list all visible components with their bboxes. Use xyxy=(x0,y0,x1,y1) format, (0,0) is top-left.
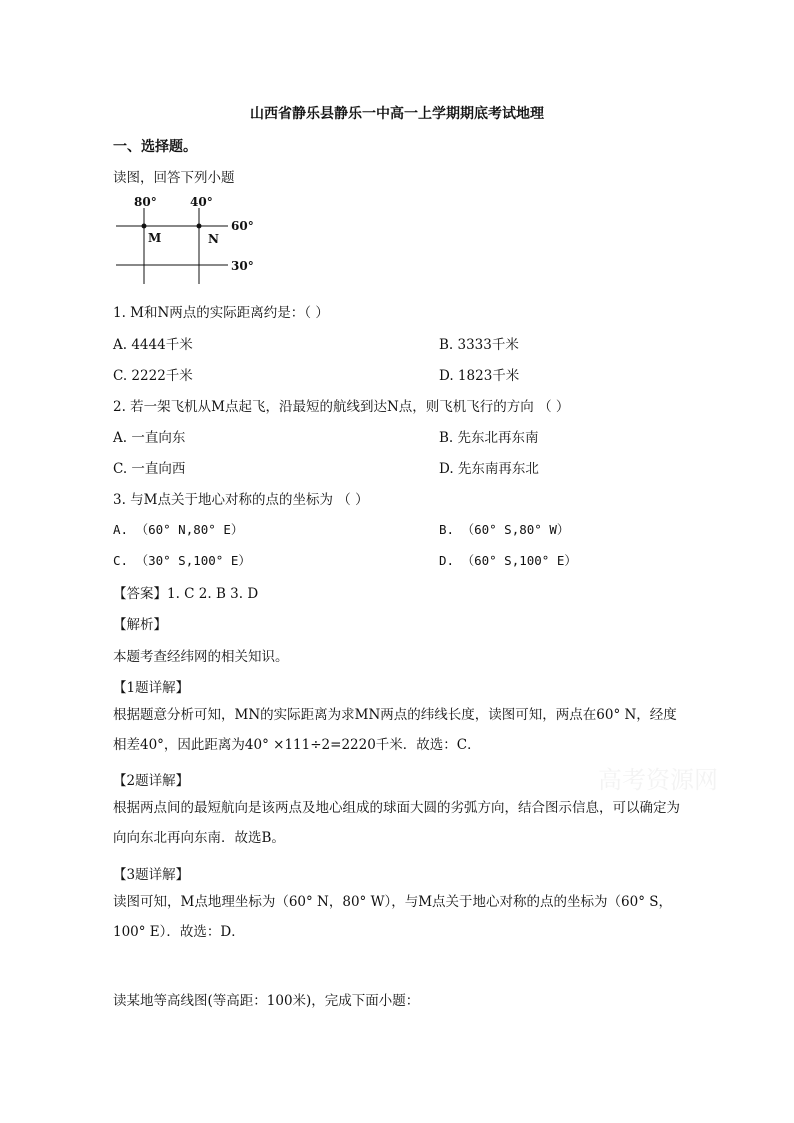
q1-option-c: C. 2222千米 xyxy=(113,368,193,384)
q1-option-a: A. 4444千米 xyxy=(113,337,193,353)
detail-2-text: 根据两点间的最短航向是该两点及地心组成的球面大圆的劣弧方向，结合图示信息，可以确定为向向东北再向东南．故选B。 xyxy=(113,800,680,846)
latitude-label-bottom: 30° xyxy=(231,259,254,273)
q3-option-c: C. （30° S,100° E） xyxy=(113,553,251,568)
q1-option-d: D. 1823千米 xyxy=(439,368,520,384)
watermark-text: 高考资源网 xyxy=(598,766,718,794)
question-intro: 读图，回答下列小题 xyxy=(113,170,235,186)
section-heading: 一、选择题。 xyxy=(113,139,197,155)
detail-1-label: 【1题详解】 xyxy=(113,680,190,696)
detail-2-label: 【2题详解】 xyxy=(113,773,190,789)
analysis-label: 【解析】 xyxy=(113,617,167,633)
q2-option-a: A. 一直向东 xyxy=(113,430,186,446)
q3-option-a: A. （60° N,80° E） xyxy=(113,522,244,537)
latitude-label-top: 60° xyxy=(231,219,254,233)
q2-option-b: B. 先东北再东南 xyxy=(439,430,539,446)
detail-1-text: 根据题意分析可知，MN的实际距离为求MN两点的纬线长度，读图可知，两点在60° N，经度相差40°，因此距离为40° ×111÷2=2220千米．故选：C． xyxy=(113,707,677,753)
document-title: 山西省静乐县静乐一中高一上学期期底考试地理 xyxy=(250,106,544,122)
q3-option-b: B. （60° S,80° W） xyxy=(439,522,570,537)
point-m-dot xyxy=(142,224,147,229)
point-n-label: N xyxy=(208,232,219,246)
lat-lon-grid-figure xyxy=(110,192,260,284)
question-1-stem: 1. M和N两点的实际距离约是：（ ） xyxy=(113,305,329,321)
answer-line: 【答案】1. C 2. B 3. D xyxy=(113,586,259,602)
analysis-text: 本题考查经纬网的相关知识。 xyxy=(113,649,289,665)
question-2-stem: 2. 若一架飞机从M点起飞，沿最短的航线到达N点，则飞机飞行的方向 （ ） xyxy=(113,399,570,415)
longitude-label-left: 80° xyxy=(134,195,157,209)
next-question-intro: 读某地等高线图(等高距：100米)，完成下面小题： xyxy=(113,993,420,1009)
longitude-label-right: 40° xyxy=(190,195,213,209)
question-3-stem: 3. 与M点关于地心对称的点的坐标为 （ ） xyxy=(113,492,369,508)
q2-option-c: C. 一直向西 xyxy=(113,461,186,477)
q1-option-b: B. 3333千米 xyxy=(439,337,519,353)
q3-option-d: D. （60° S,100° E） xyxy=(439,553,577,568)
q2-option-d: D. 先东南再东北 xyxy=(439,461,539,477)
detail-3-text: 读图可知，M点地理坐标为（60° N，80° W），与M点关于地心对称的点的坐标为（60° S，100° E）．故选：D． xyxy=(113,894,672,940)
point-m-label: M xyxy=(148,231,162,245)
detail-3-label: 【3题详解】 xyxy=(113,867,190,883)
point-n-dot xyxy=(197,224,202,229)
